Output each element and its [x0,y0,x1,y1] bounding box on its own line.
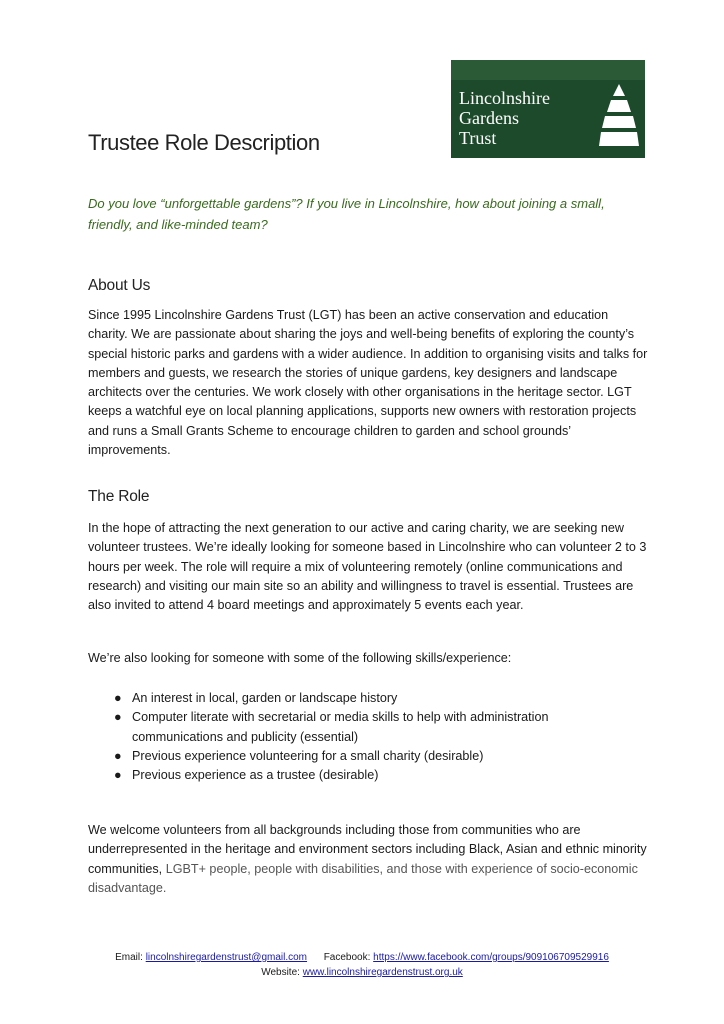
list-item [114,766,634,785]
bullet-dot-icon: ● [114,748,122,763]
facebook-label: Facebook: [323,952,371,963]
website-link[interactable]: www.lincolnshiregardenstrust.org.uk [302,967,463,978]
list-item-text: An interest in local, garden or landscape history [132,691,398,705]
email-link[interactable]: lincolnshiregardenstrust@gmail.com [145,952,308,963]
tree-pyramid-icon [599,82,639,152]
logo-text [459,88,550,148]
page-title: Trustee Role Description [88,130,320,155]
bullet-dot-icon: ● [114,691,122,705]
intro-question: Do you love “unforgettable gardens”? If you live in Lincolnshire, how about joining a small, friendly, and like-minded team? [88,196,605,232]
list-item-text: Previous experience as a trustee (desirable) [132,768,379,783]
contact-footer [0,950,724,980]
website-label: Website: [261,967,300,978]
logo-top-strip [451,60,645,80]
facebook-link[interactable]: https://www.facebook.com/groups/909106709529916 [373,952,609,963]
logo-line-2: Gardens [459,108,519,128]
logo-line-1: Lincolnshire [459,88,550,108]
skills-list [114,689,634,785]
about-heading: About Us [88,277,151,294]
welcome-paragraph [88,821,648,898]
email-label: Email: [115,952,143,963]
footer-line-1 [0,950,724,965]
logo-line-3: Trust [459,128,497,148]
list-item [114,689,634,708]
role-heading: The Role [88,488,150,505]
welcome-text-secondary: LGBT+ people, people with disabilities, and those with experience of socio-economic disadvantage. [88,861,638,895]
about-paragraph: Since 1995 Lincolnshire Gardens Trust (LGT) has been an active conservation and education charity. We are passionate about sharing the joys and well-being benefits of exploring the county’s special historic parks and gardens with a wider audience. In addition to organising visits and talks for members and guests, we research the stories of unique gardens, key designers and landscape architects over the centuries. We work closely with other organisations in the heritage sector. LGT keeps a watchful eye on local planning applications, supports new owners with restoration projects and runs a Small Grants Scheme to encourage children to garden and school grounds’ improvements. [88,308,648,458]
welcome-text-main: We welcome volunteers from all backgrounds including those from communities who are underrepresented in the heritage and environment sectors including Black, Asian and ethnic minority communities, [88,823,647,876]
list-item [114,747,634,766]
list-item-text: Previous experience volunteering for a small charity (desirable) [132,748,484,763]
bullet-dot-icon: ● [114,710,122,725]
footer-line-2 [0,965,724,980]
role-paragraph: In the hope of attracting the next generation to our active and caring charity, we are seeking new volunteer trustees. We’re ideally looking for someone based in Lincolnshire who can volunteer 2 to 3 hours per week. The role will require a mix of volunteering remotely (online communications and research) and visiting our main site so an ability and willingness to travel is essential. Trustees are also invited to attend 4 board meetings and approximately 5 events each year. [88,521,647,613]
skills-intro: We’re also looking for someone with some of the following skills/experience: [88,651,512,665]
lgt-logo [451,60,645,158]
bullet-dot-icon: ● [114,768,122,783]
list-item-text: Computer literate with secretarial or media skills to help with administration communications and publicity (essential) [132,710,549,744]
list-item [114,708,634,747]
